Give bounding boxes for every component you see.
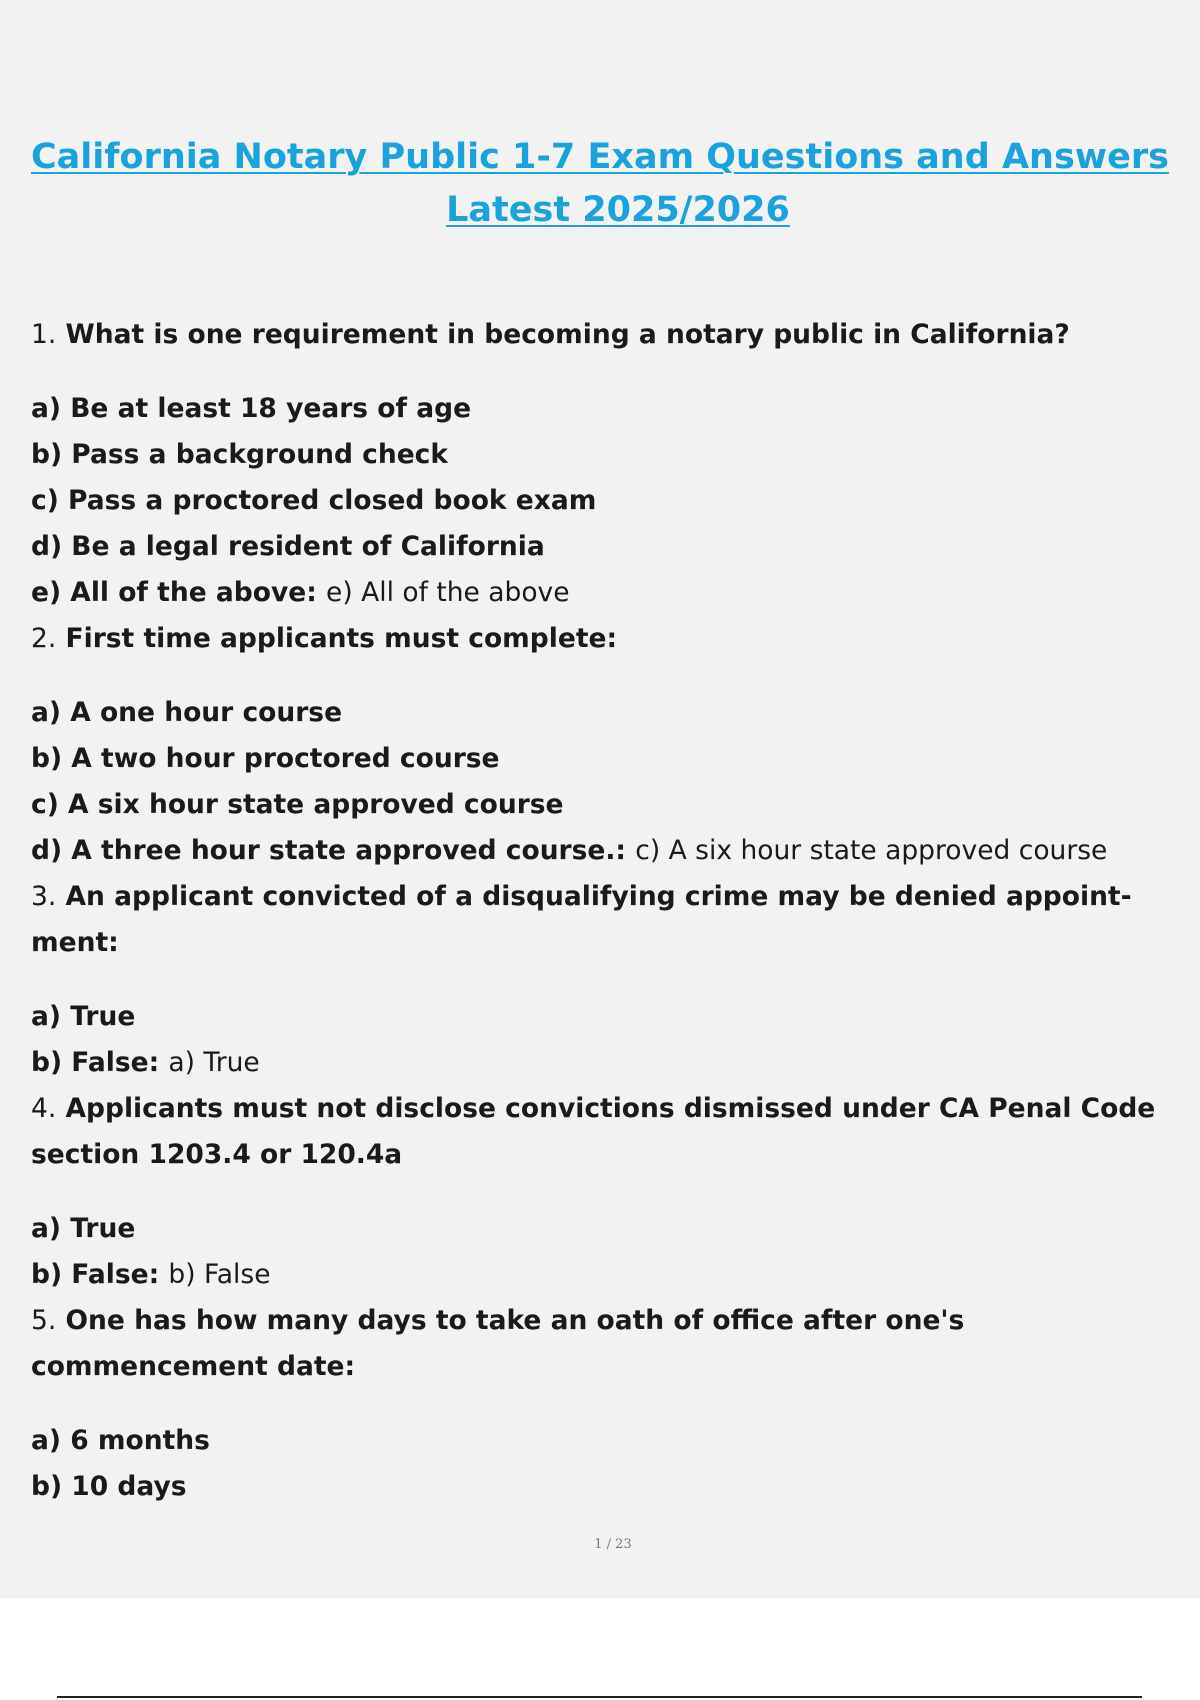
question-number: 4. (31, 1093, 57, 1124)
page-indicator: 1 / 23 (594, 1537, 632, 1552)
option: a) A one hour course (31, 697, 343, 728)
option: c) Pass a proctored closed book exam (31, 485, 597, 516)
question-3 (31, 874, 1181, 966)
answer-text: c) A six hour state approved course (635, 835, 1108, 866)
question-number: 2. (31, 623, 57, 654)
document-title: California Notary Public 1-7 Exam Questions and Answers (31, 137, 1169, 177)
option: d) Be a legal resident of California (31, 531, 545, 562)
option-with-answer: d) A three hour state approved course.: c) A six hour state approved course (31, 835, 1108, 866)
question-text: First time applicants must complete: (65, 623, 618, 654)
option: b) Pass a background check (31, 439, 449, 470)
question-number: 3. (31, 881, 57, 912)
question-number: 5. (31, 1305, 57, 1336)
option-with-answer: b) False: b) False (31, 1259, 271, 1290)
option: c) A six hour state approved course (31, 789, 564, 820)
answer-text: b) False (168, 1259, 271, 1290)
question-1 (31, 312, 1181, 358)
option: b) 10 days (31, 1471, 187, 1502)
option: a) Be at least 18 years of age (31, 393, 472, 424)
question-list (31, 312, 1181, 1510)
answer-text: a) True (168, 1047, 260, 1078)
question-number: 1. (31, 319, 57, 350)
option: b) A two hour proctored course (31, 743, 500, 774)
question-text: What is one requirement in becoming a notary public in California? (65, 319, 1070, 350)
question-text: An applicant convicted of a disqualifying crime may be denied appoint-ment: (31, 881, 1132, 958)
question-4 (31, 1086, 1181, 1178)
option-with-answer: e) All of the above: e) All of the above (31, 577, 570, 608)
question-text: One has how many days to take an oath of office after one's commencement date: (31, 1305, 965, 1382)
option: a) True (31, 1213, 136, 1244)
question-text: Applicants must not disclose convictions dismissed under CA Penal Code section 1203.4 or 120.4a (31, 1093, 1156, 1170)
question-5 (31, 1298, 1181, 1390)
option: a) 6 months (31, 1425, 210, 1456)
question-2 (31, 616, 1181, 662)
option-with-answer: b) False: a) True (31, 1047, 260, 1078)
page-divider (57, 1696, 1142, 1698)
document-subtitle: Latest 2025/2026 (446, 190, 790, 230)
answer-text: e) All of the above (326, 577, 570, 608)
option: a) True (31, 1001, 136, 1032)
